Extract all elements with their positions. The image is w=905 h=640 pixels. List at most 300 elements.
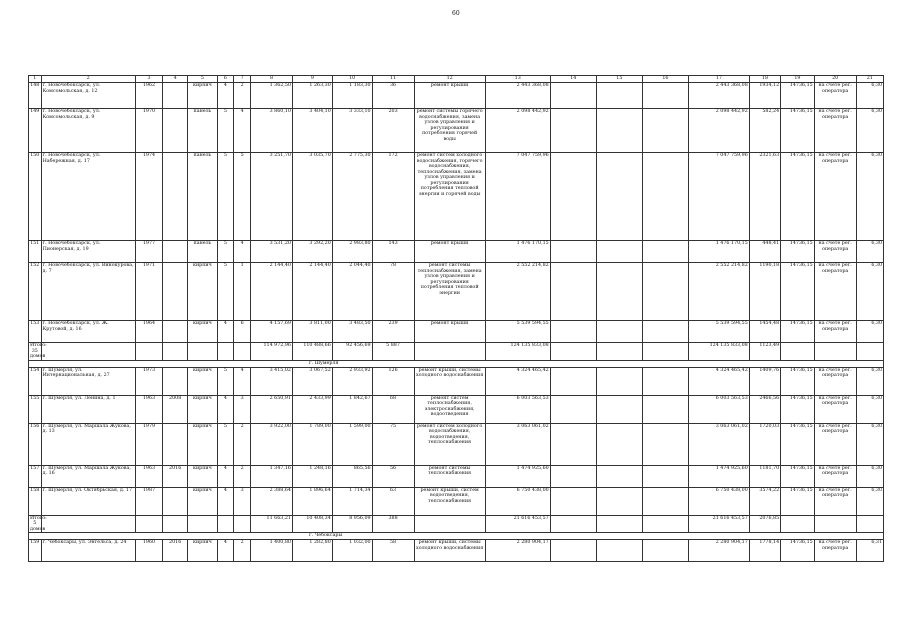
table-cell: 2321,63: [749, 153, 780, 241]
table-cell: 2 552 214,82: [485, 263, 550, 321]
table-cell: 10 408,34: [292, 515, 332, 533]
table-cell: 4: [234, 109, 251, 153]
table-cell: 114 972,96: [251, 343, 293, 361]
table-cell: ремонт крыши, системы холодного водоснабжения: [414, 540, 485, 562]
table-cell: 124 135 833,08: [688, 343, 749, 361]
table-cell: на счете рег. оператора: [814, 83, 856, 109]
table-cell: [550, 395, 596, 423]
table-cell: ремонт крыши, систем водоотведения, теплоснабжения: [414, 487, 485, 515]
table-cell: [163, 153, 188, 241]
table-cell: 865,56: [332, 465, 372, 487]
table-cell: кирпич: [188, 321, 217, 343]
column-number: 21: [856, 76, 883, 83]
table-cell: [163, 515, 188, 533]
table-cell: [217, 343, 234, 361]
table-cell: 78: [372, 263, 414, 321]
table-cell: 14736,15: [781, 153, 815, 241]
table-cell: 1720,03: [749, 423, 780, 465]
table-cell: 6,30: [856, 263, 883, 321]
capital-repair-table: [28, 75, 884, 562]
table-cell: 5 887: [372, 343, 414, 361]
table-cell: 2 098 442,92: [485, 109, 550, 153]
table-cell: [163, 367, 188, 395]
table-cell: 151: [29, 241, 42, 263]
table-cell: 7 047 759,96: [485, 153, 550, 241]
table-cell: 6,30: [856, 367, 883, 395]
table-cell: 1 263,30: [292, 83, 332, 109]
column-number-row: [29, 76, 884, 83]
table-cell: 1 347,16: [251, 465, 293, 487]
table-cell: 5: [217, 367, 234, 395]
table-cell: г. Шумерля, ул. Интернациональная, д. 27: [41, 367, 135, 395]
table-cell: 152: [29, 263, 42, 321]
table-cell: [642, 109, 688, 153]
table-cell: 6 003 563,53: [485, 395, 550, 423]
table-cell: 3 860,10: [251, 109, 293, 153]
table-cell: [642, 321, 688, 343]
table-cell: 2 775,30: [332, 153, 372, 241]
table-cell: [163, 83, 188, 109]
table-cell: на счете рег. оператора: [814, 465, 856, 487]
table-cell: [596, 423, 642, 465]
table-cell: 3 404,10: [292, 109, 332, 153]
column-number: 2: [41, 76, 135, 83]
section-header-row: [29, 533, 884, 540]
table-cell: [163, 321, 188, 343]
table-cell: 3 035,70: [292, 153, 332, 241]
table-cell: 159: [29, 540, 42, 562]
table-cell: [41, 515, 135, 533]
table-cell: [550, 343, 596, 361]
table-cell: 2 280 904,17: [688, 540, 749, 562]
table-cell: 21 616 453,57: [688, 515, 749, 533]
table-cell: 14736,15: [781, 241, 815, 263]
table-cell: 1973: [135, 367, 162, 395]
table-row: [29, 423, 884, 465]
table-cell: 156: [29, 423, 42, 465]
total-row: [29, 515, 884, 533]
table-cell: г. Новочебоксарск, ул. Комсомольская, д. 9: [41, 109, 135, 153]
table-cell: г. Новочебоксарск, ул. Комсомольская, д. 12: [41, 83, 135, 109]
table-cell: 92 456,69: [332, 343, 372, 361]
table-cell: 1971: [135, 263, 162, 321]
column-number: 15: [596, 76, 642, 83]
column-number: 10: [332, 76, 372, 83]
table-cell: 1 474 925,60: [485, 465, 550, 487]
table-cell: 56: [372, 465, 414, 487]
table-cell: 155: [29, 395, 42, 423]
table-cell: [596, 153, 642, 241]
table-cell: [414, 343, 485, 361]
column-number: 8: [251, 76, 293, 83]
table-cell: на счете рег. оператора: [814, 241, 856, 263]
table-cell: 6,30: [856, 153, 883, 241]
table-cell: 172: [372, 153, 414, 241]
table-cell: 149: [29, 109, 42, 153]
table-row: [29, 367, 884, 395]
table-cell: 2: [234, 423, 251, 465]
table-cell: [596, 343, 642, 361]
table-cell: [642, 487, 688, 515]
table-cell: [41, 343, 135, 361]
table-cell: 1 362,50: [251, 83, 293, 109]
table-cell: 1 476 170,15: [688, 241, 749, 263]
table-cell: 1970: [135, 109, 162, 153]
table-cell: 2 144,40: [292, 263, 332, 321]
table-cell: 388: [372, 515, 414, 533]
column-number: 7: [234, 76, 251, 83]
table-cell: [642, 263, 688, 321]
table-cell: [188, 343, 217, 361]
table-cell: г. Новочебоксарск, ул. Набережная, д. 17: [41, 153, 135, 241]
table-cell: 1960: [135, 540, 162, 562]
table-cell: 14736,15: [781, 83, 815, 109]
table-cell: панель: [188, 241, 217, 263]
table-cell: [550, 263, 596, 321]
table-cell: 4: [217, 487, 234, 515]
table-cell: 68: [372, 395, 414, 423]
table-cell: 5: [217, 423, 234, 465]
table-cell: [550, 153, 596, 241]
table-cell: 6 003 563,53: [688, 395, 749, 423]
table-cell: [163, 423, 188, 465]
column-number: 19: [781, 76, 815, 83]
table-cell: 2 280 904,17: [485, 540, 550, 562]
table-cell: ремонт крыши: [414, 83, 485, 109]
table-cell: 1 282,80: [292, 540, 332, 562]
table-cell: [163, 241, 188, 263]
table-cell: 14736,15: [781, 540, 815, 562]
table-cell: 1979: [135, 423, 162, 465]
section-label: г. Чебоксары: [29, 533, 884, 540]
table-cell: 6,30: [856, 83, 883, 109]
table-cell: [781, 515, 815, 533]
table-cell: 2 433,99: [292, 395, 332, 423]
table-cell: г. Новочебоксарск, ул. Винокурова, д. 7: [41, 263, 135, 321]
table-cell: ремонт системы горячего водоснабжения, замена узлов управления и регулирования потребления горячей воды: [414, 109, 485, 153]
table-row: [29, 153, 884, 241]
table-cell: г. Новочебоксарск, ул. Ж. Крутовой, д. 16: [41, 321, 135, 343]
table-cell: 153: [29, 321, 42, 343]
table-cell: [642, 153, 688, 241]
total-row: [29, 343, 884, 361]
table-cell: 6,30: [856, 465, 883, 487]
table-cell: 63: [372, 487, 414, 515]
table-cell: 1 183,30: [332, 83, 372, 109]
table-cell: Итого: 35 домов: [30, 343, 47, 360]
table-cell: 1409,76: [749, 367, 780, 395]
table-cell: [234, 343, 251, 361]
table-cell: [550, 109, 596, 153]
table-cell: 239: [372, 321, 414, 343]
table-cell: 5: [234, 153, 251, 241]
table-cell: панель: [188, 153, 217, 241]
table-cell: 1974: [135, 153, 162, 241]
table-cell: [781, 343, 815, 361]
table-cell: 2 443 368,08: [688, 83, 749, 109]
table-cell: [814, 515, 856, 533]
column-number: 6: [217, 76, 234, 83]
column-number: 5: [188, 76, 217, 83]
table-cell: 3574,22: [749, 487, 780, 515]
table-cell: 4: [217, 465, 234, 487]
column-number: 4: [163, 76, 188, 83]
table-cell: 2: [234, 540, 251, 562]
table-cell: [642, 423, 688, 465]
table-cell: [414, 515, 485, 533]
table-cell: [188, 515, 217, 533]
table-cell: 1123,49: [749, 343, 780, 361]
table-cell: 3 251,70: [251, 153, 293, 241]
table-cell: 2: [234, 465, 251, 487]
table-row: [29, 321, 884, 343]
column-number: 13: [485, 76, 550, 83]
table-cell: 1963: [135, 395, 162, 423]
table-cell: 4: [217, 540, 234, 562]
table-cell: [550, 367, 596, 395]
table-cell: 14736,15: [781, 367, 815, 395]
table-cell: 1 714,34: [332, 487, 372, 515]
table-cell: [596, 321, 642, 343]
table-cell: 1962: [135, 83, 162, 109]
table-cell: на счете рег. оператора: [814, 540, 856, 562]
table-cell: 1 248,16: [292, 465, 332, 487]
table-cell: [596, 83, 642, 109]
table-cell: 2 044,40: [332, 263, 372, 321]
table-cell: 3 063 061,02: [688, 423, 749, 465]
table-cell: на счете рег. оператора: [814, 109, 856, 153]
table-cell: [550, 423, 596, 465]
table-cell: [856, 515, 883, 533]
table-cell: 2008: [163, 395, 188, 423]
table-row: [29, 83, 884, 109]
table-cell: на счете рег. оператора: [814, 263, 856, 321]
table-cell: [163, 343, 188, 361]
table-cell: 148: [29, 83, 42, 109]
table-cell: [550, 83, 596, 109]
table-cell: 582,24: [749, 109, 780, 153]
table-cell: 21 616 453,57: [485, 515, 550, 533]
table-cell: на счете рег. оператора: [814, 367, 856, 395]
table-row: [29, 540, 884, 562]
table-cell: 203: [372, 109, 414, 153]
table-cell: [596, 540, 642, 562]
table-cell: 126: [372, 367, 414, 395]
table-cell: 1: [234, 263, 251, 321]
table-cell: 1963: [135, 465, 162, 487]
table-cell: кирпич: [188, 540, 217, 562]
table-cell: 1 032,00: [332, 540, 372, 562]
table-cell: [642, 241, 688, 263]
table-cell: [596, 487, 642, 515]
table-cell: г. Новочебоксарск, ул. Пионерская, д. 19: [41, 241, 135, 263]
table-cell: [550, 241, 596, 263]
table-cell: [596, 241, 642, 263]
table-cell: 4 157,69: [251, 321, 293, 343]
table-cell: г. Шумерля, ул. Маршала Жукова, д. 13: [41, 423, 135, 465]
table-cell: 1190,18: [749, 263, 780, 321]
table-cell: панель: [188, 109, 217, 153]
table-cell: 5: [217, 241, 234, 263]
table-cell: кирпич: [188, 487, 217, 515]
table-cell: 14736,15: [781, 423, 815, 465]
table-cell: 2076,85: [749, 515, 780, 533]
table-cell: 3 067,52: [292, 367, 332, 395]
table-cell: ремонт крыши: [414, 321, 485, 343]
table-cell: 14736,15: [781, 465, 815, 487]
table-cell: 3 922,00: [251, 423, 293, 465]
table-cell: 3 292,20: [292, 241, 332, 263]
table-cell: [163, 109, 188, 153]
column-number: 20: [814, 76, 856, 83]
table-cell: [135, 343, 162, 361]
table-cell: 157: [29, 465, 42, 487]
table-cell: 4: [217, 321, 234, 343]
table-cell: 6,30: [856, 321, 883, 343]
table-cell: кирпич: [188, 263, 217, 321]
table-cell: 3 483,50: [332, 321, 372, 343]
table-cell: Итого: 5 домов: [30, 515, 47, 532]
section-header-row: [29, 360, 884, 367]
table-cell: 5 539 594,55: [688, 321, 749, 343]
table-cell: 6,30: [856, 487, 883, 515]
table-cell: г. Шумерля, ул. Ленина, д. 1: [41, 395, 135, 423]
table-row: [29, 109, 884, 153]
column-number: 18: [749, 76, 780, 83]
table-row: [29, 465, 884, 487]
table-cell: 6,30: [856, 109, 883, 153]
table-cell: на счете рег. оператора: [814, 153, 856, 241]
table-cell: [856, 343, 883, 361]
table-cell: ремонт системы теплоснабжения, замена узлов управления и регулирования потребления тепловой энергии: [414, 263, 485, 321]
table-cell: [234, 515, 251, 533]
table-cell: 11 663,21: [251, 515, 293, 533]
table-cell: [642, 515, 688, 533]
table-cell: 6,30: [856, 423, 883, 465]
table-cell: [642, 395, 688, 423]
table-cell: на счете рег. оператора: [814, 423, 856, 465]
table-cell: ремонт крыши, системы холодного водоснабжения: [414, 367, 485, 395]
table-cell: г. Чебоксары, ул. Энгельса, д. 24: [41, 540, 135, 562]
table-cell: 1 599,00: [332, 423, 372, 465]
table-cell: [550, 487, 596, 515]
table-cell: 5 539 594,55: [485, 321, 550, 343]
column-number: 1: [29, 76, 42, 83]
table-cell: [596, 263, 642, 321]
table-cell: 14736,15: [781, 487, 815, 515]
table-cell: 14736,15: [781, 395, 815, 423]
table-cell: на счете рег. оператора: [814, 321, 856, 343]
table-cell: 2 388,64: [251, 487, 293, 515]
table-cell: на счете рег. оператора: [814, 395, 856, 423]
table-cell: 3: [234, 487, 251, 515]
table-cell: 1987: [135, 487, 162, 515]
table-cell: 158: [29, 487, 42, 515]
table-cell: 1 789,00: [292, 423, 332, 465]
table-cell: 5: [217, 263, 234, 321]
column-number: 11: [372, 76, 414, 83]
table-cell: 36: [372, 83, 414, 109]
table-cell: ремонт систем холодного водоснабжения, горячего водоснабжения, теплоснабжения, замена узлов управления и регулирования потребления тепловой энергии и горячей воды: [414, 153, 485, 241]
table-cell: 4: [217, 395, 234, 423]
table-cell: 1934,12: [749, 83, 780, 109]
table-cell: 2 552 214,82: [688, 263, 749, 321]
table-cell: ремонт крыши: [414, 241, 485, 263]
table-cell: 3 333,10: [332, 109, 372, 153]
column-number: 16: [642, 76, 688, 83]
section-label: г. Шумерля: [29, 360, 884, 367]
table-cell: кирпич: [188, 83, 217, 109]
table-cell: 3: [234, 395, 251, 423]
table-cell: [550, 465, 596, 487]
table-cell: [814, 343, 856, 361]
table-cell: [550, 321, 596, 343]
table-cell: 2 443 368,08: [485, 83, 550, 109]
table-cell: 58: [372, 540, 414, 562]
table-cell: 2016: [163, 540, 188, 562]
table-cell: ремонт систем теплоснабжения, электроснабжения, водоотведения: [414, 395, 485, 423]
table-cell: [596, 465, 642, 487]
table-cell: 2016: [163, 465, 188, 487]
table-cell: [135, 515, 162, 533]
table-cell: 6 750 438,00: [485, 487, 550, 515]
table-cell: [163, 263, 188, 321]
table-cell: 143: [372, 241, 414, 263]
table-cell: 14736,15: [781, 109, 815, 153]
table-cell: 1 400,80: [251, 540, 293, 562]
table-row: [29, 241, 884, 263]
table-cell: 1 896,64: [292, 487, 332, 515]
table-cell: 2 983,80: [332, 241, 372, 263]
table-cell: 6,31: [856, 540, 883, 562]
table-cell: 448,41: [749, 241, 780, 263]
table-cell: ремонт системы теплоснабжения: [414, 465, 485, 487]
column-number: 3: [135, 76, 162, 83]
table-cell: 2: [234, 83, 251, 109]
table-cell: 3 531,20: [251, 241, 293, 263]
table-cell: 6,30: [856, 395, 883, 423]
table-row: [29, 263, 884, 321]
table-cell: [642, 465, 688, 487]
table-cell: 3 415,02: [251, 367, 293, 395]
table-cell: 4 324 465,42: [688, 367, 749, 395]
table-cell: 110 488,66: [292, 343, 332, 361]
table-cell: 150: [29, 153, 42, 241]
table-cell: [596, 515, 642, 533]
table-cell: кирпич: [188, 423, 217, 465]
table-cell: 2 098 442,92: [688, 109, 749, 153]
table-cell: [550, 540, 596, 562]
table-cell: кирпич: [188, 395, 217, 423]
column-number: 17: [688, 76, 749, 83]
table-cell: 124 135 833,08: [485, 343, 550, 361]
table-cell: 1977: [135, 241, 162, 263]
table-cell: [642, 367, 688, 395]
table-cell: 5: [217, 109, 234, 153]
table-cell: 2 144,40: [251, 263, 293, 321]
table-row: [29, 395, 884, 423]
table-cell: 1964: [135, 321, 162, 343]
table-cell: 6,30: [856, 241, 883, 263]
table-cell: [217, 515, 234, 533]
table-cell: [550, 515, 596, 533]
table-cell: [642, 540, 688, 562]
table-cell: 1 842,67: [332, 395, 372, 423]
table-cell: 1454,48: [749, 321, 780, 343]
table-cell: [642, 83, 688, 109]
table-cell: ремонт систем холодного водоснабжения, водоотведения, теплоснабжения: [414, 423, 485, 465]
table-cell: 7 047 759,96: [688, 153, 749, 241]
